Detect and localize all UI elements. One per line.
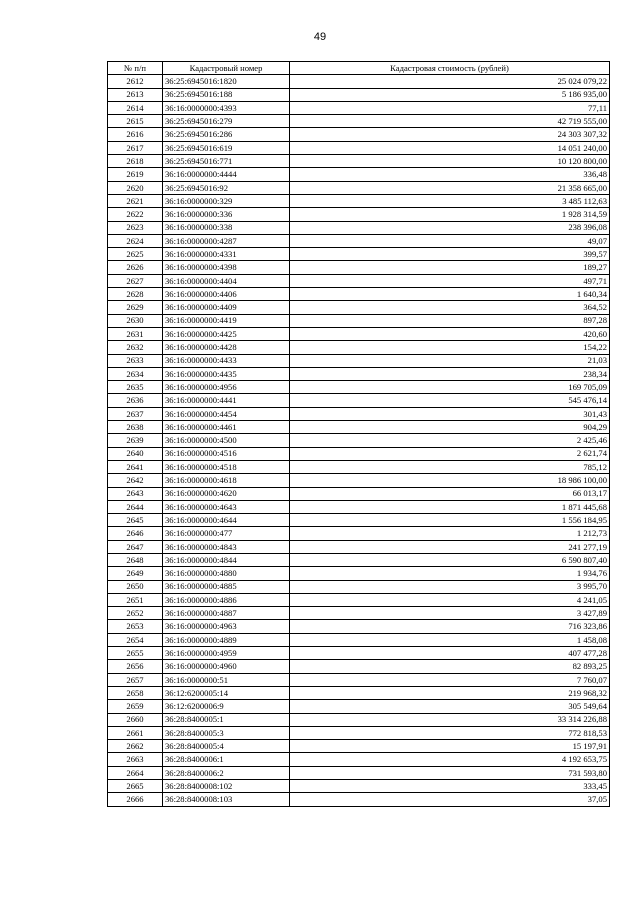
table-row: [108, 208, 610, 221]
row-number-cell: 2616: [108, 128, 163, 141]
table-row: [108, 447, 610, 460]
cadastral-number-cell: 36:16:0000000:4620: [163, 487, 290, 500]
table-row: [108, 753, 610, 766]
table-row: [108, 633, 610, 646]
row-number-cell: 2618: [108, 155, 163, 168]
row-number-cell: 2639: [108, 434, 163, 447]
cadastral-value-cell: 1 212,73: [290, 527, 610, 540]
cadastral-value-cell: 420,60: [290, 327, 610, 340]
table-header-row: [108, 62, 610, 75]
row-number-cell: 2625: [108, 248, 163, 261]
table-row: [108, 288, 610, 301]
cadastral-value-cell: 897,28: [290, 314, 610, 327]
cadastral-number-cell: 36:16:0000000:4516: [163, 447, 290, 460]
cadastral-number-cell: 36:16:0000000:4643: [163, 500, 290, 513]
table-row: [108, 354, 610, 367]
cadastral-value-cell: 15 197,91: [290, 740, 610, 753]
cadastral-number-cell: 36:16:0000000:4518: [163, 460, 290, 473]
cadastral-number-cell: 36:16:0000000:4287: [163, 234, 290, 247]
cadastral-value-cell: 5 186 935,00: [290, 88, 610, 101]
table-row: [108, 700, 610, 713]
table-row: [108, 381, 610, 394]
row-number-cell: 2642: [108, 474, 163, 487]
cadastral-value-cell: 169 705,09: [290, 381, 610, 394]
cadastral-number-cell: 36:16:0000000:4398: [163, 261, 290, 274]
cadastral-number-cell: 36:16:0000000:4393: [163, 101, 290, 114]
row-number-cell: 2659: [108, 700, 163, 713]
table-row: [108, 593, 610, 606]
cadastral-value-cell: 42 719 555,00: [290, 115, 610, 128]
cadastral-value-cell: 49,07: [290, 234, 610, 247]
table-row: [108, 580, 610, 593]
row-number-cell: 2665: [108, 780, 163, 793]
cadastral-number-cell: 36:25:6945016:771: [163, 155, 290, 168]
row-number-cell: 2614: [108, 101, 163, 114]
row-number-cell: 2658: [108, 686, 163, 699]
cadastral-number-cell: 36:28:8400006:1: [163, 753, 290, 766]
cadastral-number-cell: 36:16:0000000:4444: [163, 168, 290, 181]
table-row: [108, 793, 610, 806]
row-number-cell: 2641: [108, 460, 163, 473]
cadastral-number-cell: 36:16:0000000:4959: [163, 647, 290, 660]
cadastral-value-cell: 305 549,64: [290, 700, 610, 713]
cadastral-number-cell: 36:16:0000000:4500: [163, 434, 290, 447]
cadastral-value-cell: 336,48: [290, 168, 610, 181]
cadastral-value-table: [107, 61, 610, 807]
table-row: [108, 713, 610, 726]
cadastral-number-cell: 36:16:0000000:4461: [163, 421, 290, 434]
cadastral-value-cell: 37,05: [290, 793, 610, 806]
cadastral-value-cell: 333,45: [290, 780, 610, 793]
cadastral-value-cell: 785,12: [290, 460, 610, 473]
cadastral-number-cell: 36:25:6945016:1820: [163, 75, 290, 88]
row-number-cell: 2612: [108, 75, 163, 88]
cadastral-value-cell: 238,34: [290, 367, 610, 380]
table-row: [108, 527, 610, 540]
table-row: [108, 234, 610, 247]
cadastral-value-cell: 1 640,34: [290, 288, 610, 301]
cadastral-number-cell: 36:16:0000000:336: [163, 208, 290, 221]
row-number-cell: 2662: [108, 740, 163, 753]
cadastral-number-cell: 36:16:0000000:338: [163, 221, 290, 234]
table-row: [108, 766, 610, 779]
cadastral-number-cell: 36:28:8400006:2: [163, 766, 290, 779]
table-row: [108, 686, 610, 699]
cadastral-number-cell: 36:16:0000000:329: [163, 194, 290, 207]
cadastral-value-cell: 3 995,70: [290, 580, 610, 593]
table-row: [108, 155, 610, 168]
header-row-number: № п/п: [108, 62, 163, 75]
header-cadastral-value: Кадастровая стоимость (рублей): [290, 62, 610, 75]
row-number-cell: 2615: [108, 115, 163, 128]
table-row: [108, 421, 610, 434]
row-number-cell: 2656: [108, 660, 163, 673]
cadastral-number-cell: 36:16:0000000:4419: [163, 314, 290, 327]
row-number-cell: 2631: [108, 327, 163, 340]
table-row: [108, 434, 610, 447]
table-body: [108, 75, 610, 806]
cadastral-value-cell: 18 986 100,00: [290, 474, 610, 487]
cadastral-value-cell: 33 314 226,88: [290, 713, 610, 726]
cadastral-value-cell: 904,29: [290, 421, 610, 434]
row-number-cell: 2649: [108, 567, 163, 580]
cadastral-value-cell: 716 323,86: [290, 620, 610, 633]
row-number-cell: 2652: [108, 607, 163, 620]
row-number-cell: 2632: [108, 341, 163, 354]
cadastral-number-cell: 36:16:0000000:477: [163, 527, 290, 540]
row-number-cell: 2626: [108, 261, 163, 274]
row-number-cell: 2635: [108, 381, 163, 394]
cadastral-number-cell: 36:16:0000000:4406: [163, 288, 290, 301]
cadastral-number-cell: 36:16:0000000:4887: [163, 607, 290, 620]
row-number-cell: 2666: [108, 793, 163, 806]
table-row: [108, 274, 610, 287]
row-number-cell: 2630: [108, 314, 163, 327]
cadastral-value-cell: 154,22: [290, 341, 610, 354]
row-number-cell: 2636: [108, 394, 163, 407]
row-number-cell: 2645: [108, 514, 163, 527]
cadastral-number-cell: 36:28:8400008:102: [163, 780, 290, 793]
cadastral-number-cell: 36:25:6945016:188: [163, 88, 290, 101]
cadastral-number-cell: 36:25:6945016:619: [163, 141, 290, 154]
cadastral-value-cell: 14 051 240,00: [290, 141, 610, 154]
cadastral-value-cell: 82 893,25: [290, 660, 610, 673]
row-number-cell: 2644: [108, 500, 163, 513]
row-number-cell: 2638: [108, 421, 163, 434]
cadastral-value-cell: 66 013,17: [290, 487, 610, 500]
table-row: [108, 88, 610, 101]
table-row: [108, 248, 610, 261]
cadastral-number-cell: 36:16:0000000:4843: [163, 540, 290, 553]
cadastral-value-cell: 1 871 445,68: [290, 500, 610, 513]
cadastral-value-cell: 301,43: [290, 407, 610, 420]
cadastral-value-cell: 3 427,89: [290, 607, 610, 620]
cadastral-number-cell: 36:12:6200006:9: [163, 700, 290, 713]
row-number-cell: 2663: [108, 753, 163, 766]
table-row: [108, 194, 610, 207]
cadastral-value-cell: 189,27: [290, 261, 610, 274]
cadastral-number-cell: 36:16:0000000:4428: [163, 341, 290, 354]
cadastral-value-cell: 364,52: [290, 301, 610, 314]
cadastral-value-cell: 4 241,05: [290, 593, 610, 606]
table-row: [108, 607, 610, 620]
cadastral-value-cell: 219 968,32: [290, 686, 610, 699]
table-row: [108, 141, 610, 154]
table-row: [108, 115, 610, 128]
table-row: [108, 460, 610, 473]
cadastral-number-cell: 36:16:0000000:4960: [163, 660, 290, 673]
cadastral-value-cell: 21,03: [290, 354, 610, 367]
cadastral-number-cell: 36:16:0000000:4331: [163, 248, 290, 261]
cadastral-number-cell: 36:16:0000000:4885: [163, 580, 290, 593]
table-row: [108, 101, 610, 114]
row-number-cell: 2617: [108, 141, 163, 154]
cadastral-value-cell: 6 590 807,40: [290, 553, 610, 566]
cadastral-number-cell: 36:16:0000000:4956: [163, 381, 290, 394]
cadastral-value-cell: 1 458,08: [290, 633, 610, 646]
row-number-cell: 2634: [108, 367, 163, 380]
table-row: [108, 567, 610, 580]
row-number-cell: 2664: [108, 766, 163, 779]
table-row: [108, 327, 610, 340]
table-row: [108, 553, 610, 566]
table-row: [108, 673, 610, 686]
table-row: [108, 740, 610, 753]
row-number-cell: 2627: [108, 274, 163, 287]
cadastral-number-cell: 36:16:0000000:4425: [163, 327, 290, 340]
cadastral-value-cell: 4 192 653,75: [290, 753, 610, 766]
row-number-cell: 2620: [108, 181, 163, 194]
cadastral-number-cell: 36:16:0000000:4441: [163, 394, 290, 407]
cadastral-number-cell: 36:16:0000000:4454: [163, 407, 290, 420]
cadastral-value-cell: 10 120 800,00: [290, 155, 610, 168]
row-number-cell: 2633: [108, 354, 163, 367]
cadastral-number-cell: 36:28:8400005:4: [163, 740, 290, 753]
cadastral-number-cell: 36:16:0000000:4880: [163, 567, 290, 580]
cadastral-value-cell: 21 358 665,00: [290, 181, 610, 194]
cadastral-value-cell: 731 593,80: [290, 766, 610, 779]
table-row: [108, 474, 610, 487]
table-row: [108, 514, 610, 527]
row-number-cell: 2661: [108, 726, 163, 739]
row-number-cell: 2646: [108, 527, 163, 540]
table-row: [108, 407, 610, 420]
cadastral-number-cell: 36:28:8400008:103: [163, 793, 290, 806]
cadastral-value-cell: 25 024 079,22: [290, 75, 610, 88]
cadastral-value-cell: 1 934,76: [290, 567, 610, 580]
row-number-cell: 2657: [108, 673, 163, 686]
cadastral-number-cell: 36:16:0000000:4844: [163, 553, 290, 566]
cadastral-number-cell: 36:16:0000000:4404: [163, 274, 290, 287]
cadastral-number-cell: 36:16:0000000:4618: [163, 474, 290, 487]
cadastral-value-cell: 772 818,53: [290, 726, 610, 739]
cadastral-number-cell: 36:25:6945016:279: [163, 115, 290, 128]
cadastral-number-cell: 36:28:8400005:1: [163, 713, 290, 726]
header-cadastral-number: Кадастровый номер: [163, 62, 290, 75]
table-row: [108, 780, 610, 793]
table-row: [108, 500, 610, 513]
table-row: [108, 487, 610, 500]
table-row: [108, 301, 610, 314]
row-number-cell: 2651: [108, 593, 163, 606]
row-number-cell: 2628: [108, 288, 163, 301]
table-row: [108, 726, 610, 739]
cadastral-number-cell: 36:16:0000000:4889: [163, 633, 290, 646]
cadastral-number-cell: 36:28:8400005:3: [163, 726, 290, 739]
table-row: [108, 394, 610, 407]
table-row: [108, 647, 610, 660]
cadastral-value-cell: 2 425,46: [290, 434, 610, 447]
cadastral-value-cell: 407 477,28: [290, 647, 610, 660]
cadastral-value-cell: 7 760,07: [290, 673, 610, 686]
cadastral-number-cell: 36:16:0000000:4433: [163, 354, 290, 367]
row-number-cell: 2650: [108, 580, 163, 593]
row-number-cell: 2647: [108, 540, 163, 553]
cadastral-value-cell: 24 303 307,32: [290, 128, 610, 141]
row-number-cell: 2653: [108, 620, 163, 633]
table-row: [108, 314, 610, 327]
cadastral-number-cell: 36:25:6945016:92: [163, 181, 290, 194]
table-row: [108, 367, 610, 380]
row-number-cell: 2619: [108, 168, 163, 181]
row-number-cell: 2640: [108, 447, 163, 460]
row-number-cell: 2622: [108, 208, 163, 221]
row-number-cell: 2623: [108, 221, 163, 234]
cadastral-value-cell: 497,71: [290, 274, 610, 287]
table-row: [108, 341, 610, 354]
cadastral-value-cell: 238 396,08: [290, 221, 610, 234]
cadastral-number-cell: 36:16:0000000:4886: [163, 593, 290, 606]
table-row: [108, 540, 610, 553]
table-row: [108, 181, 610, 194]
table-row: [108, 221, 610, 234]
cadastral-number-cell: 36:16:0000000:4963: [163, 620, 290, 633]
cadastral-value-cell: 399,57: [290, 248, 610, 261]
cadastral-number-cell: 36:16:0000000:4435: [163, 367, 290, 380]
row-number-cell: 2629: [108, 301, 163, 314]
cadastral-value-cell: 1 556 184,95: [290, 514, 610, 527]
cadastral-value-cell: 77,11: [290, 101, 610, 114]
row-number-cell: 2613: [108, 88, 163, 101]
page-number: 49: [313, 31, 327, 43]
row-number-cell: 2655: [108, 647, 163, 660]
row-number-cell: 2624: [108, 234, 163, 247]
cadastral-number-cell: 36:25:6945016:286: [163, 128, 290, 141]
cadastral-number-cell: 36:16:0000000:4644: [163, 514, 290, 527]
cadastral-value-cell: 241 277,19: [290, 540, 610, 553]
row-number-cell: 2660: [108, 713, 163, 726]
table-row: [108, 660, 610, 673]
table-row: [108, 620, 610, 633]
table-row: [108, 261, 610, 274]
cadastral-value-cell: 3 485 112,63: [290, 194, 610, 207]
row-number-cell: 2643: [108, 487, 163, 500]
cadastral-number-cell: 36:16:0000000:4409: [163, 301, 290, 314]
row-number-cell: 2637: [108, 407, 163, 420]
cadastral-value-cell: 1 928 314,59: [290, 208, 610, 221]
cadastral-number-cell: 36:16:0000000:51: [163, 673, 290, 686]
cadastral-value-cell: 2 621,74: [290, 447, 610, 460]
cadastral-number-cell: 36:12:6200005:14: [163, 686, 290, 699]
table-row: [108, 75, 610, 88]
table-row: [108, 128, 610, 141]
row-number-cell: 2648: [108, 553, 163, 566]
table-row: [108, 168, 610, 181]
row-number-cell: 2621: [108, 194, 163, 207]
row-number-cell: 2654: [108, 633, 163, 646]
cadastral-value-cell: 545 476,14: [290, 394, 610, 407]
